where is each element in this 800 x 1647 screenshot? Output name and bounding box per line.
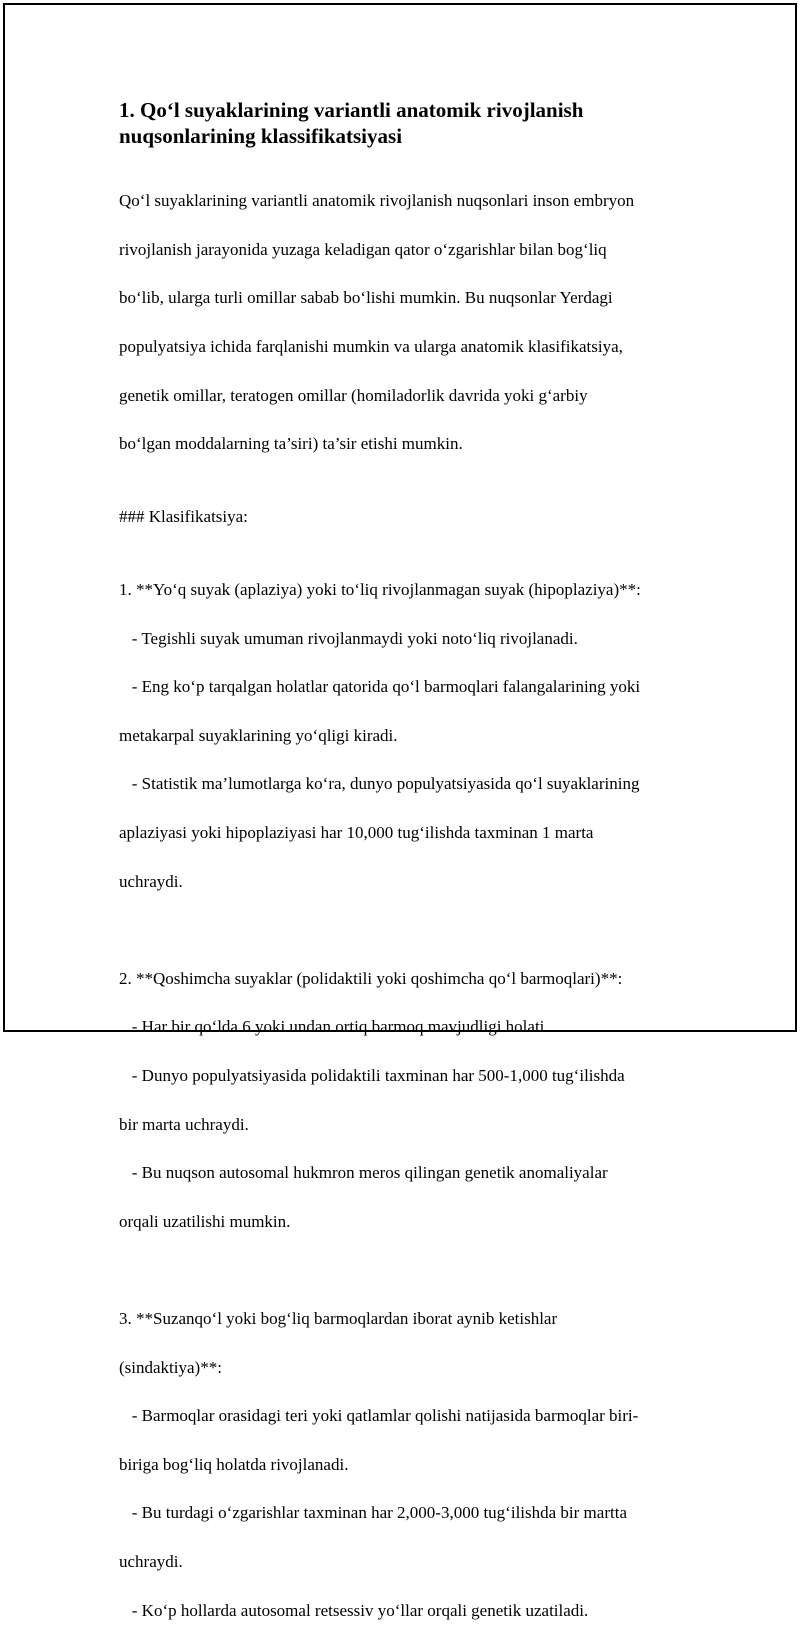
text-line: - Barmoqlar orasidagi teri yoki qatlamlar qolishi natijasida barmoqlar biri- [119, 1406, 639, 1426]
text-line: Qo‘l suyaklarining variantli anatomik rivojlanish nuqsonlari inson embryon [119, 191, 635, 211]
text-line: populyatsiya ichida farqlanishi mumkin va ularga anatomik klasifikatsiya, [119, 337, 623, 357]
text-line: - Ko‘p hollarda autosomal retsessiv yo‘llar orqali genetik uzatiladi. [119, 1600, 589, 1620]
text-line: 2. **Qoshimcha suyaklar (polidaktili yoki qoshimcha qo‘l barmoqlari)**: [119, 968, 623, 988]
text-line: (sindaktiya)**: [119, 1357, 222, 1377]
text-line: - Tegishli suyak umuman rivojlanmaydi yoki noto‘liq rivojlanadi. [119, 628, 578, 648]
intro-paragraph [119, 165, 699, 481]
document-body [119, 97, 699, 1647]
text-line: - Eng ko‘p tarqalgan holatlar qatorida qo‘l barmoqlari falangalarining yoki [119, 677, 641, 697]
text-line: - Bu nuqson autosomal hukmron meros qilingan genetik anomaliyalar [119, 1163, 608, 1183]
text-line: - Bu turdagi o‘zgarishlar taxminan har 2,000-3,000 tug‘ilishda bir martta [119, 1503, 627, 1523]
list-item [119, 554, 699, 918]
text-line: - Dunyo populyatsiyasida polidaktili taxminan har 500-1,000 tug‘ilishda [119, 1065, 625, 1085]
text-line: rivojlanish jarayonida yuzaga keladigan qator o‘zgarishlar bilan bog‘liq [119, 239, 607, 259]
text-line: bo‘lib, ularga turli omillar sabab bo‘lishi mumkin. Bu nuqsonlar Yerdagi [119, 288, 613, 308]
text-line: bir marta uchraydi. [119, 1114, 249, 1134]
page-frame [3, 3, 797, 1620]
text-line: bo‘lgan moddalarning ta’siri) ta’sir etishi mumkin. [119, 434, 463, 454]
text-line: 3. **Suzanqo‘l yoki bog‘liq barmoqlardan iborat aynib ketishlar [119, 1308, 558, 1328]
spacer [119, 481, 699, 505]
text-line: orqali uzatilishi mumkin. [119, 1211, 291, 1231]
spacer [119, 529, 699, 553]
spacer [119, 1258, 699, 1282]
text-line: genetik omillar, teratogen omillar (homiladorlik davrida yoki g‘arbiy [119, 385, 588, 405]
text-line: biriga bog‘liq holatda rivojlanadi. [119, 1454, 349, 1474]
text-line: uchraydi. [119, 1551, 183, 1571]
title-line: nuqsonlarining klassifikatsiyasi [119, 124, 403, 148]
spacer [119, 918, 699, 942]
text-line: aplaziyasi yoki hipoplaziyasi har 10,000 tug‘ilishda taxminan 1 marta [119, 823, 594, 843]
text-line: uchraydi. [119, 871, 183, 891]
text-line: - Statistik ma’lumotlarga ko‘ra, dunyo populyatsiyasida qo‘l suyaklarining [119, 774, 640, 794]
title-line: 1. Qo‘l suyaklarining variantli anatomik rivojlanish [119, 98, 584, 122]
document-title [119, 97, 699, 149]
list-item [119, 943, 699, 1259]
text-line: metakarpal suyaklarining yo‘qligi kiradi. [119, 725, 398, 745]
text-line: - Har bir qo‘lda 6 yoki undan ortiq barmoq mavjudligi holati. [119, 1017, 549, 1037]
section-heading: ### Klasifikatsiya: [119, 507, 248, 527]
text-line: 1. **Yo‘q suyak (aplaziya) yoki to‘liq rivojlanmagan suyak (hipoplaziya)**: [119, 580, 641, 600]
list-item [119, 1283, 699, 1647]
